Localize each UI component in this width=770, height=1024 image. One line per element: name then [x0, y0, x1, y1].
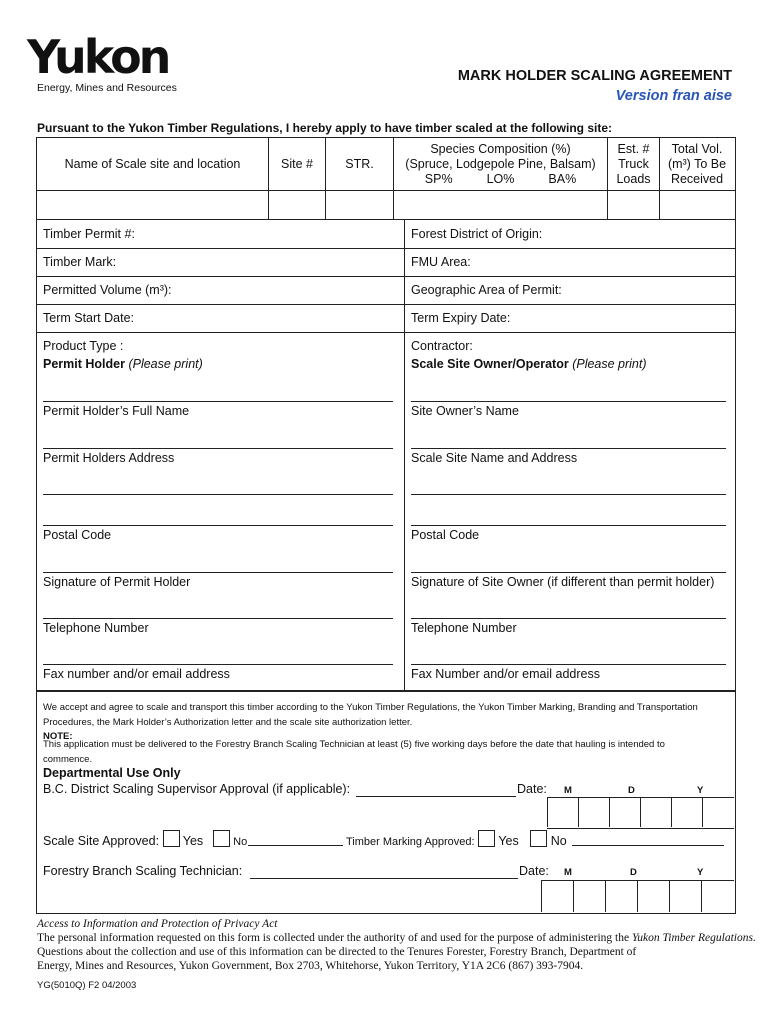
site-owner-telephone-line[interactable]: [411, 618, 726, 619]
form-title: MARK HOLDER SCALING AGREEMENT: [457, 68, 732, 84]
truck-line1: Est. #: [617, 141, 650, 156]
site-owner-heading-text: Scale Site Owner/Operator: [411, 357, 569, 371]
site-owner-postal-label: Postal Code: [411, 528, 480, 542]
tech-date-m: M: [564, 867, 572, 878]
bc-approval-label: B.C. District Scaling Supervisor Approval (if applicable):: [43, 782, 351, 796]
species-line1: Species Composition (%): [430, 141, 571, 156]
site-owner-signature-label: Signature of Site Owner (if different than permit holder): [411, 575, 715, 589]
permit-holder-signature-label: Signature of Permit Holder: [43, 575, 191, 589]
species-ba: BA%: [548, 171, 577, 186]
site-owner-heading: [411, 357, 647, 371]
scale-site-address-line1[interactable]: [411, 448, 726, 449]
scale-site-no-checkbox[interactable]: [213, 830, 230, 847]
agreement-text: We accept and agree to scale and transport this timber according to the Yukon Timber Regulations, the Yukon Timber Marking, Branding and Transportation Procedures, the Mark Holder’s Authorization letter and the scale site authorization letter.: [43, 702, 698, 728]
scale-site-name-entry[interactable]: [37, 191, 268, 219]
scale-site-no-label: No: [233, 836, 248, 848]
technician-line[interactable]: [250, 878, 518, 879]
permit-holder-name-line[interactable]: [43, 401, 393, 402]
product-type-field[interactable]: Product Type :: [43, 339, 124, 353]
col-scale-site-name: Name of Scale site and location: [64, 156, 241, 171]
permit-holder-address-line1[interactable]: [43, 448, 393, 449]
department-name: Energy, Mines and Resources: [37, 82, 177, 94]
vol-line1: Total Vol.: [671, 141, 723, 156]
timber-marking-approved-label: Timber Marking Approved:: [346, 836, 475, 848]
term-start-field[interactable]: Term Start Date:: [43, 311, 134, 325]
timber-permit-field[interactable]: Timber Permit #:: [43, 227, 135, 241]
vol-line3: Received: [670, 171, 724, 186]
timber-marking-line[interactable]: [572, 845, 724, 846]
site-owner-fax-line[interactable]: [411, 664, 726, 665]
tech-date-d: D: [630, 867, 637, 878]
site-owner-telephone-label: Telephone Number: [411, 621, 517, 635]
permit-holder-heading: [43, 357, 203, 371]
permit-holder-telephone-line[interactable]: [43, 618, 393, 619]
truck-line3: Loads: [616, 171, 651, 186]
privacy-line2: Questions about the collection and use of this information can be directed to the Tenures Forester, Forestry Branch, Department of: [37, 946, 637, 958]
scale-site-yes-label: Yes: [182, 834, 204, 848]
privacy-line1-regulations: Yukon Timber Regulations.: [631, 932, 756, 944]
privacy-line1: [37, 931, 756, 945]
col-site-number: Site #: [281, 156, 313, 171]
species-entry[interactable]: [394, 191, 607, 219]
form-code: YG(5010Q) F2 04/2003: [37, 980, 137, 991]
term-expiry-field[interactable]: Term Expiry Date:: [411, 311, 511, 325]
intro-text: Pursuant to the Yukon Timber Regulations, I hereby apply to have timber scaled at the following site:: [37, 121, 612, 135]
technician-label: Forestry Branch Scaling Technician:: [43, 864, 243, 878]
scale-site-address-line2[interactable]: [411, 494, 726, 495]
timber-marking-no-checkbox[interactable]: [530, 830, 547, 847]
scale-site-address-label: Scale Site Name and Address: [411, 451, 578, 465]
permit-holder-name-label: Permit Holder’s Full Name: [43, 404, 190, 418]
timber-marking-no-label: No: [550, 834, 567, 848]
permitted-volume-field[interactable]: Permitted Volume (m³):: [43, 283, 172, 297]
privacy-line1-text: The personal information requested on this form is collected under the authority of and used for the purpose of administering the: [37, 932, 632, 944]
forest-district-field[interactable]: Forest District of Origin:: [411, 227, 543, 241]
timber-marking-yes-label: Yes: [498, 834, 519, 848]
bc-date-m: M: [564, 785, 572, 796]
french-version-link[interactable]: Version fran aise: [615, 88, 732, 104]
scale-site-yes-checkbox[interactable]: [163, 830, 180, 847]
permit-holder-fax-line[interactable]: [43, 664, 393, 665]
site-owner-postal-line[interactable]: [411, 525, 726, 526]
bc-approval-line[interactable]: [356, 796, 516, 797]
timber-mark-field[interactable]: Timber Mark:: [43, 255, 117, 269]
privacy-title: Access to Information and Protection of Privacy Act: [37, 918, 278, 930]
permit-holder-postal-line[interactable]: [43, 525, 393, 526]
permit-holder-address-label: Permit Holders Address: [43, 451, 175, 465]
col-species-composition: [394, 138, 607, 190]
scale-site-approved-label: Scale Site Approved:: [43, 834, 160, 848]
scale-site-approved-line[interactable]: [248, 845, 343, 846]
site-number-entry[interactable]: [269, 191, 325, 219]
permit-holder-heading-note: (Please print): [128, 357, 203, 371]
approvals-row: [43, 830, 247, 850]
note-label: NOTE:: [43, 731, 73, 742]
departmental-heading: Departmental Use Only: [43, 766, 181, 780]
col-total-volume: [660, 138, 734, 190]
total-volume-entry[interactable]: [660, 191, 734, 219]
bc-date-label: Date:: [517, 782, 547, 796]
species-percents: [425, 172, 576, 187]
species-sp: SP%: [424, 171, 453, 186]
fmu-area-field[interactable]: FMU Area:: [411, 255, 471, 269]
species-line2: (Spruce, Lodgepole Pine, Balsam): [405, 156, 596, 171]
tech-date-y: Y: [697, 867, 704, 878]
site-owner-fax-label: Fax Number and/or email address: [411, 667, 600, 681]
bc-date-d: D: [628, 785, 635, 796]
permit-holder-address-line2[interactable]: [43, 494, 393, 495]
privacy-line3: Energy, Mines and Resources, Yukon Government, Box 2703, Whitehorse, Yukon Territory, Y1A 2C6 (867) 393-7904.: [37, 960, 584, 972]
permit-holder-signature-line[interactable]: [43, 572, 393, 573]
site-owner-name-label: Site Owner’s Name: [411, 404, 519, 418]
contractor-field[interactable]: Contractor:: [411, 339, 473, 353]
geographic-area-field[interactable]: Geographic Area of Permit:: [411, 283, 562, 297]
col-truck-loads: [608, 138, 659, 190]
permit-holder-heading-text: Permit Holder: [43, 357, 125, 371]
str-entry[interactable]: [326, 191, 393, 219]
site-owner-signature-line[interactable]: [411, 572, 726, 573]
truck-loads-entry[interactable]: [608, 191, 659, 219]
col-str: STR.: [345, 156, 374, 171]
permit-holder-fax-label: Fax number and/or email address: [43, 667, 230, 681]
vol-line2: (m³) To Be: [667, 156, 727, 171]
truck-line2: Truck: [618, 156, 649, 171]
site-owner-name-line[interactable]: [411, 401, 726, 402]
bc-date-y: Y: [697, 785, 704, 796]
timber-marking-row: [346, 830, 567, 848]
permit-holder-postal-label: Postal Code: [43, 528, 112, 542]
species-lo: LO%: [486, 171, 515, 186]
timber-marking-yes-checkbox[interactable]: [478, 830, 495, 847]
tech-date-label: Date:: [519, 864, 549, 878]
note-text: This application must be delivered to the Forestry Branch Scaling Technician at least (5) five working days before the date that hauling is intended to commence.: [43, 739, 665, 765]
yukon-logo: Yukon: [27, 30, 169, 84]
site-owner-heading-note: (Please print): [572, 357, 647, 371]
permit-holder-telephone-label: Telephone Number: [43, 621, 149, 635]
